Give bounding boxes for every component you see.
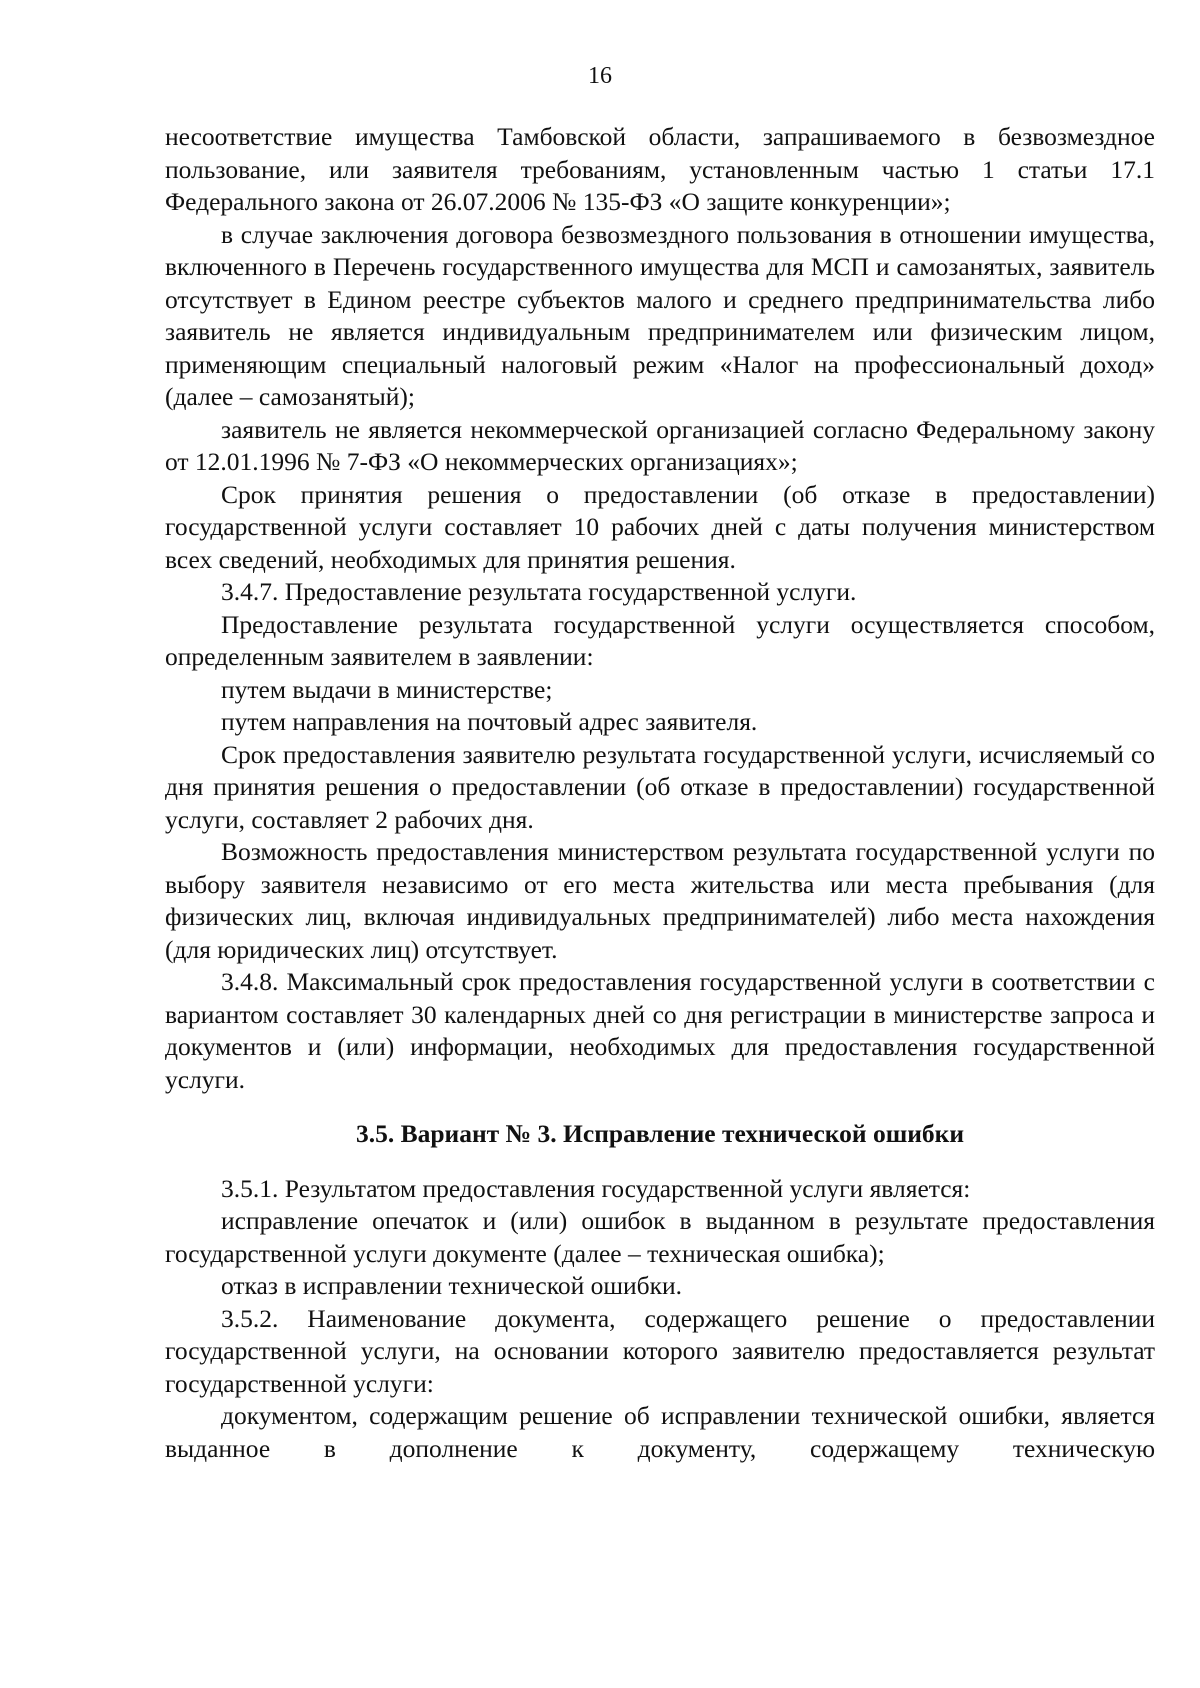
paragraph-3-4-8: 3.4.8. Максимальный срок предоставления государственной услуги в соответствии с вариантом составляет 30 календарных дней со дня регистрации в министерстве запроса и документов и (или) информации, необходимых для предоставления государственной услуги. [165,967,1155,1094]
paragraph-typo-correction: исправление опечаток и (или) ошибок в выданном в результате предоставления государственной услуги документе (далее – техническая ошибка); [165,1206,1155,1268]
paragraph-postal-address: путем направления на почтовый адрес заявителя. [221,707,758,736]
paragraph-property-mismatch: несоответствие имущества Тамбовской области, запрашиваемого в безвозмездное пользование, или заявителя требованиям, установленным частью 1 статьи 17.1 Федерального закона от 26.07.2006 № 135-ФЗ «О защите конкуренции»; [165,122,1155,216]
paragraph-result-term: Срок предоставления заявителю результата государственной услуги, исчисляемый со дня принятия решения о предоставлении (об отказе в предоставлении) государственной услуги, составляет 2 рабочих дня. [165,739,1155,834]
paragraph-msp-register: в случае заключения договора безвозмездного пользования в отношении имущества, включенного в Перечень государственного имущества для МСП и самозанятых, заявитель отсутствует в Едином реестре субъектов малого и среднего предпринимательства либо заявитель не является индивидуальным предпринимателем или физическим лицом, применяющим специальный налоговый режим «Налог на профессиональный доход» (далее – самозанятый); [165,219,1155,411]
paragraph-noncommercial: заявитель не является некоммерческой организацией согласно Федеральному закону от 12.01.1996 № 7-ФЗ «О некоммерческих организациях»; [165,414,1155,476]
document-body [165,121,1155,1465]
paragraph-issue-in-ministry: путем выдачи в министерстве; [221,674,553,704]
paragraph-3-5-1: 3.5.1. Результатом предоставления государственной услуги является: [221,1173,971,1203]
paragraph-result-method: Предоставление результата государственной услуги осуществляется способом, определенным заявителем в заявлении: [165,609,1155,671]
section-heading: 3.5. Вариант № 3. Исправление технической ошибки [355,1119,965,1148]
paragraph-3-5-2: 3.5.2. Наименование документа, содержащего решение о предоставлении государственной услуги, на основании которого заявителю предоставляется результат государственной услуги: [165,1303,1155,1398]
paragraph-correction-document: документом, содержащим решение об исправлении технической ошибки, является выданное в дополнение к документу, содержащему техническую [165,1401,1155,1463]
paragraph-refusal: отказ в исправлении технической ошибки. [221,1271,683,1300]
paragraph-extraterritorial: Возможность предоставления министерством результата государственной услуги по выбору заявителя независимо от его места жительства или места пребывания (для физических лиц, включая индивидуальных предпринимателей) либо места нахождения (для юридических лиц) отсутствует. [165,837,1155,964]
paragraph-3-4-7: 3.4.7. Предоставление результата государственной услуги. [221,577,857,606]
page-number: 16 [588,63,612,89]
paragraph-decision-term: Срок принятия решения о предоставлении (об отказе в предоставлении) государственной услуги составляет 10 рабочих дней с даты получения министерством всех сведений, необходимых для принятия решения. [165,479,1155,574]
